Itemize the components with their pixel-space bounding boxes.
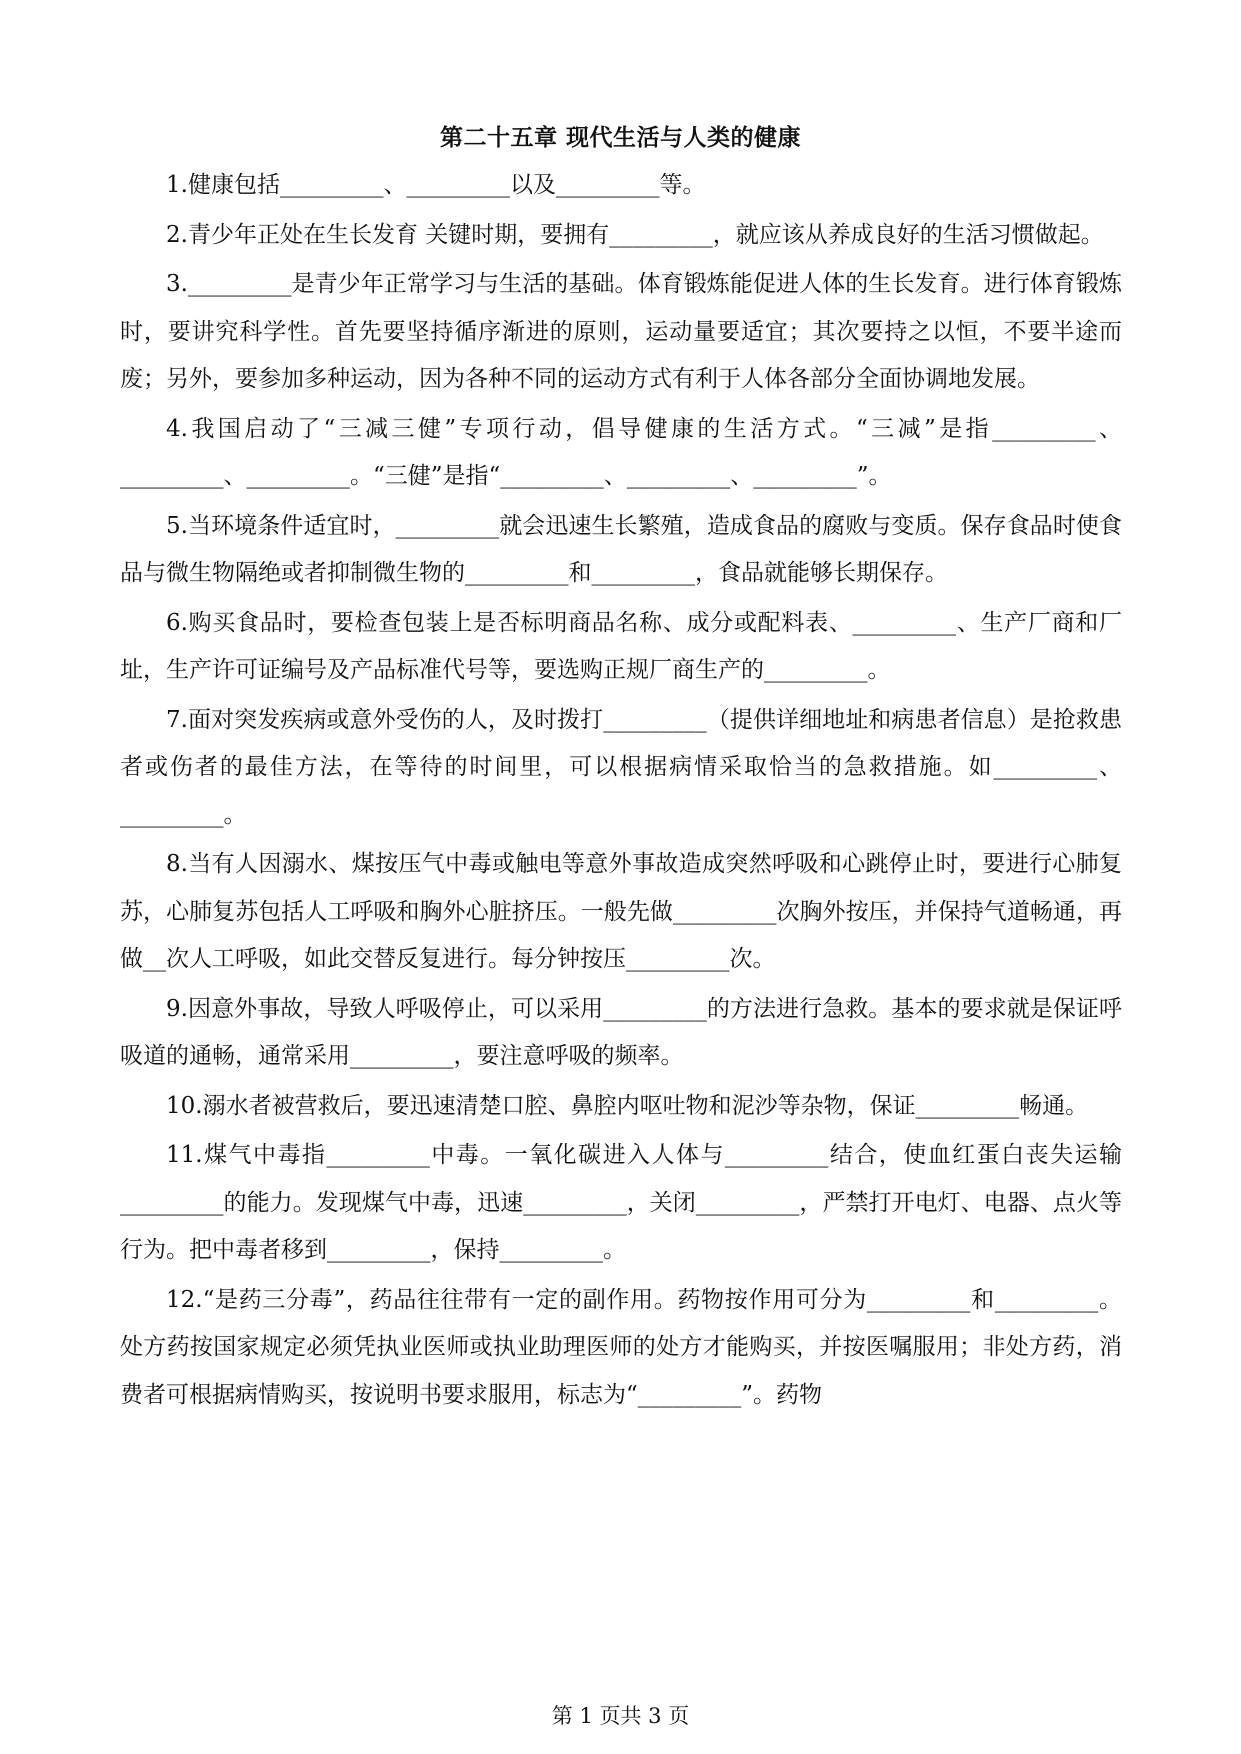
question-5: 5.当环境条件适宜时，_________就会迅速生长繁殖，造成食品的腐败与变质。保存食品时使食品与微生物隔绝或者抑制微生物的_________和_________，食品就能够长期保存。 xyxy=(120,512,1122,586)
question-1: 1.健康包括_________、_________以及_________等。 xyxy=(166,172,706,198)
question-8: 8.当有人因溺水、煤按压气中毒或触电等意外事故造成突然呼吸和心跳停止时，要进行心肺复苏，心肺复苏包括人工呼吸和胸外心脏挤压。一般先做_________次胸外按压，并保持气道畅通，再做__次人工呼吸，如此交替反复进行。每分钟按压_________次。 xyxy=(120,851,1122,972)
question-11: 11.煤气中毒指_________中毒。一氧化碳进入人体与_________结合，使血红蛋白丧失运输_________的能力。发现煤气中毒，迅速_________，关闭_________，严禁打开电灯、电器、点火等行为。把中毒者移到_________，保持_________。 xyxy=(120,1142,1122,1263)
question-3: 3._________是青少年正常学习与生活的基础。体育锻炼能促进人体的生长发育。进行体育锻炼时，要讲究科学性。首先要坚持循序渐进的原则，运动量要适宜；其次要持之以恒，不要半途而废；另外，要参加多种运动，因为各种不同的运动方式有利于人体各部分全面协调地发展。 xyxy=(120,271,1122,392)
question-9: 9.因意外事故，导致人呼吸停止，可以采用_________的方法进行急救。基本的要求就是保证呼吸道的通畅，通常采用_________，要注意呼吸的频率。 xyxy=(120,995,1122,1069)
question-12: 12.“是药三分毒”，药品往往带有一定的副作用。药物按作用可分为_________和_________。处方药按国家规定必须凭执业医师或执业助理医师的处方才能购买，并按医嘱服用；非处方药，消费者可根据病情购买，按说明书要求服用，标志为“_________”。药物 xyxy=(120,1286,1122,1408)
question-10: 10.溺水者被营救后，要迅速清楚口腔、鼻腔内呕吐物和泥沙等杂物，保证_________畅通。 xyxy=(166,1092,1089,1119)
question-list xyxy=(120,162,1122,1421)
chapter-title: 第二十五章 现代生活与人类的健康 xyxy=(439,125,801,151)
question-2: 2.青少年正处在生长发育 关键时期，要拥有_________，就应该从养成良好的生活习惯做起。 xyxy=(166,221,1104,248)
question-7: 7.面对突发疾病或意外受伤的人，及时拨打_________（提供详细地址和病患者信息）是抢救患者或伤者的最佳方法，在等待的时间里，可以根据病情采取恰当的急救措施。如_________、_________。 xyxy=(120,706,1122,828)
page-footer: 第 1 页共 3 页 xyxy=(551,1704,690,1728)
question-4: 4.我国启动了“三减三健”专项行动，倡导健康的生活方式。“三减”是指_________、_________、_________。“三健”是指“_________、_________、_________”。 xyxy=(120,415,1122,489)
question-6: 6.购买食品时，要检查包装上是否标明商品名称、成分或配料表、_________、生产厂商和厂址，生产许可证编号及产品标准代号等，要选购正规厂商生产的_________。 xyxy=(120,609,1122,683)
